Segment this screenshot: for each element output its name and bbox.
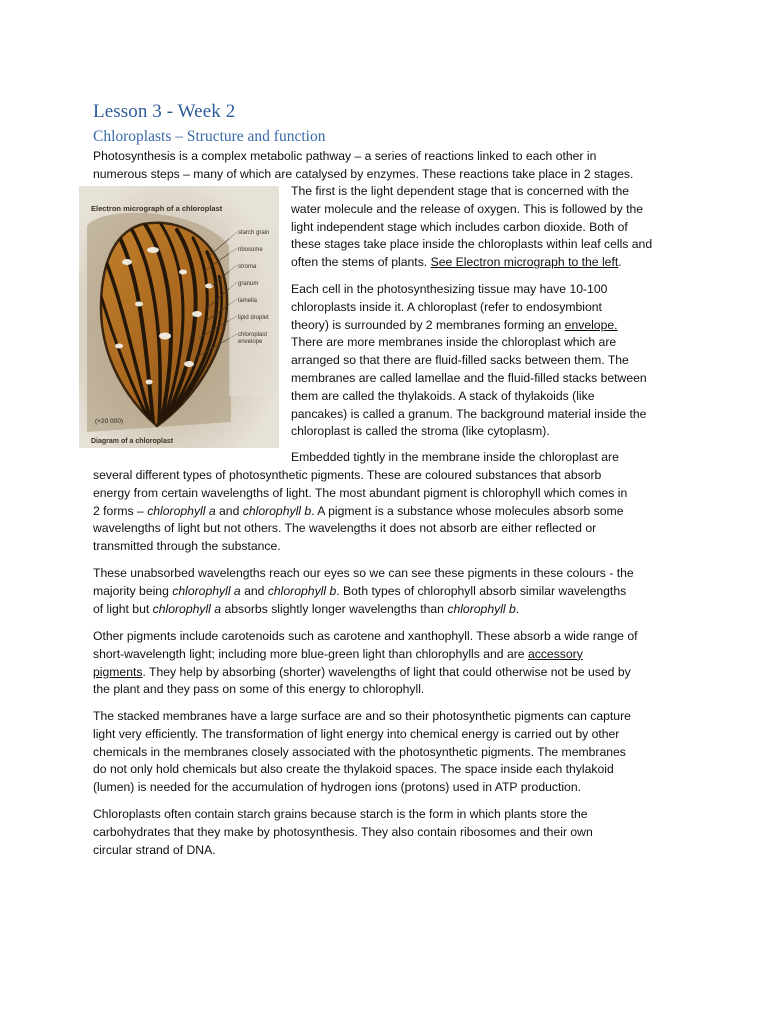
paragraph-3-first-line: Embedded tightly in the membrane inside the chloroplast are [291,450,619,464]
paragraph-2: Each cell in the photosynthesizing tissue may have 10-100 chloroplasts inside it. A chloroplast (refer to endosymbiont theory) is surrounded by 2 membranes forming an envelope. There are more membranes inside the chloroplast which are arranged so that there are fluid-filled sacks between them. The membranes are called lamellae and the fluid-filled stacks between them are called the thylakoids. A stack of thylakoids (like pancakes) is called a granum. The background material inside the chloroplast is called the stroma (like cytoplasm). [291,282,647,439]
label-chloroplast: chloroplast [238,332,268,338]
paragraph-6: The stacked membranes have a large surface are and so their photosynthetic pigments can capture light very efficiently. The transformation of light energy into chemical energy is carried out by other chemicals in the membranes closely associated with the photosynthetic pigments. The membranes do not only hold chemicals but also create the thylakoid spaces. The space inside each thylakoid (lumen) is needed for the accumulation of hydrogen ions (protons) used in ATP production. [93,709,631,795]
figure-scale: (×20 000) [95,418,124,425]
section-subheading: Chloroplasts – Structure and function [93,128,326,145]
lesson-heading: Lesson 3 - Week 2 [93,101,236,122]
pigments-term: pigments [93,664,143,679]
paragraph-1-intro: Photosynthesis is a complex metabolic pathway – a series of reactions linked to each other in numerous steps – many of which are catalysed by enzymes. These reactions take place in 2 stages. [93,149,634,181]
micrograph-reference-link[interactable]: See Electron micrograph to the left [430,255,619,270]
paragraph-4: These unabsorbed wavelengths reach our eyes so we can see these pigments in these colours - the majority being chlorophyll a and chlorophyll b. Both types of chlorophyll absorb similar wavelengths of light but chlorophyll a absorbs slightly longer wavelengths than chlorophyll b. [93,566,634,616]
label-lamella: lamella [238,298,258,304]
figure-title: Electron micrograph of a chloroplast [91,204,223,213]
paragraph-5: Other pigments include carotenoids such as carotene and xanthophyll. These absorb a wide range of short-wavelength light; including more blue-green light than chlorophylls and are accessory pigments. They help by absorbing (shorter) wavelengths of light that could otherwise not be used by the plant and they pass on some of this energy to chlorophyll. [93,629,638,697]
label-lipid-droplet: lipid droplet [238,315,269,321]
paragraph-7: Chloroplasts often contain starch grains because starch is the form in which plants store the carbohydrates that they make by photosynthesis. They also contain ribosomes and their own circular strand of DNA. [93,807,593,857]
label-ribosome: ribosome [238,247,263,253]
label-starch-grain: starch grain [238,230,270,236]
label-stroma: stroma [238,264,257,270]
label-envelope: envelope [238,339,263,345]
figure-caption: Diagram of a chloroplast [91,438,174,445]
paragraph-1-wrapped: The first is the light dependent stage that is concerned with the water molecule and the release of oxygen. This is followed by the light independent stage which includes carbon dioxide. Both of these stages take place inside the chloroplasts within leaf cells and often the stems of plants. See Electron micrograph to the left. [291,184,653,270]
label-granum: granum [238,281,259,287]
envelope-term: envelope. [564,317,618,332]
accessory-term: accessory [527,646,583,661]
paragraph-3: several different types of photosynthetic pigments. These are coloured substances that absorb energy from certain wavelengths of light. The most abundant pigment is chlorophyll which comes in 2 forms – chlorophyll a and chlorophyll b. A pigment is a substance whose molecules absorb some wavelengths of light but not others. The wavelengths it does not absorb are either reflected or transmitted through the substance. [93,468,628,554]
chloroplast-micrograph-figure [79,186,279,448]
